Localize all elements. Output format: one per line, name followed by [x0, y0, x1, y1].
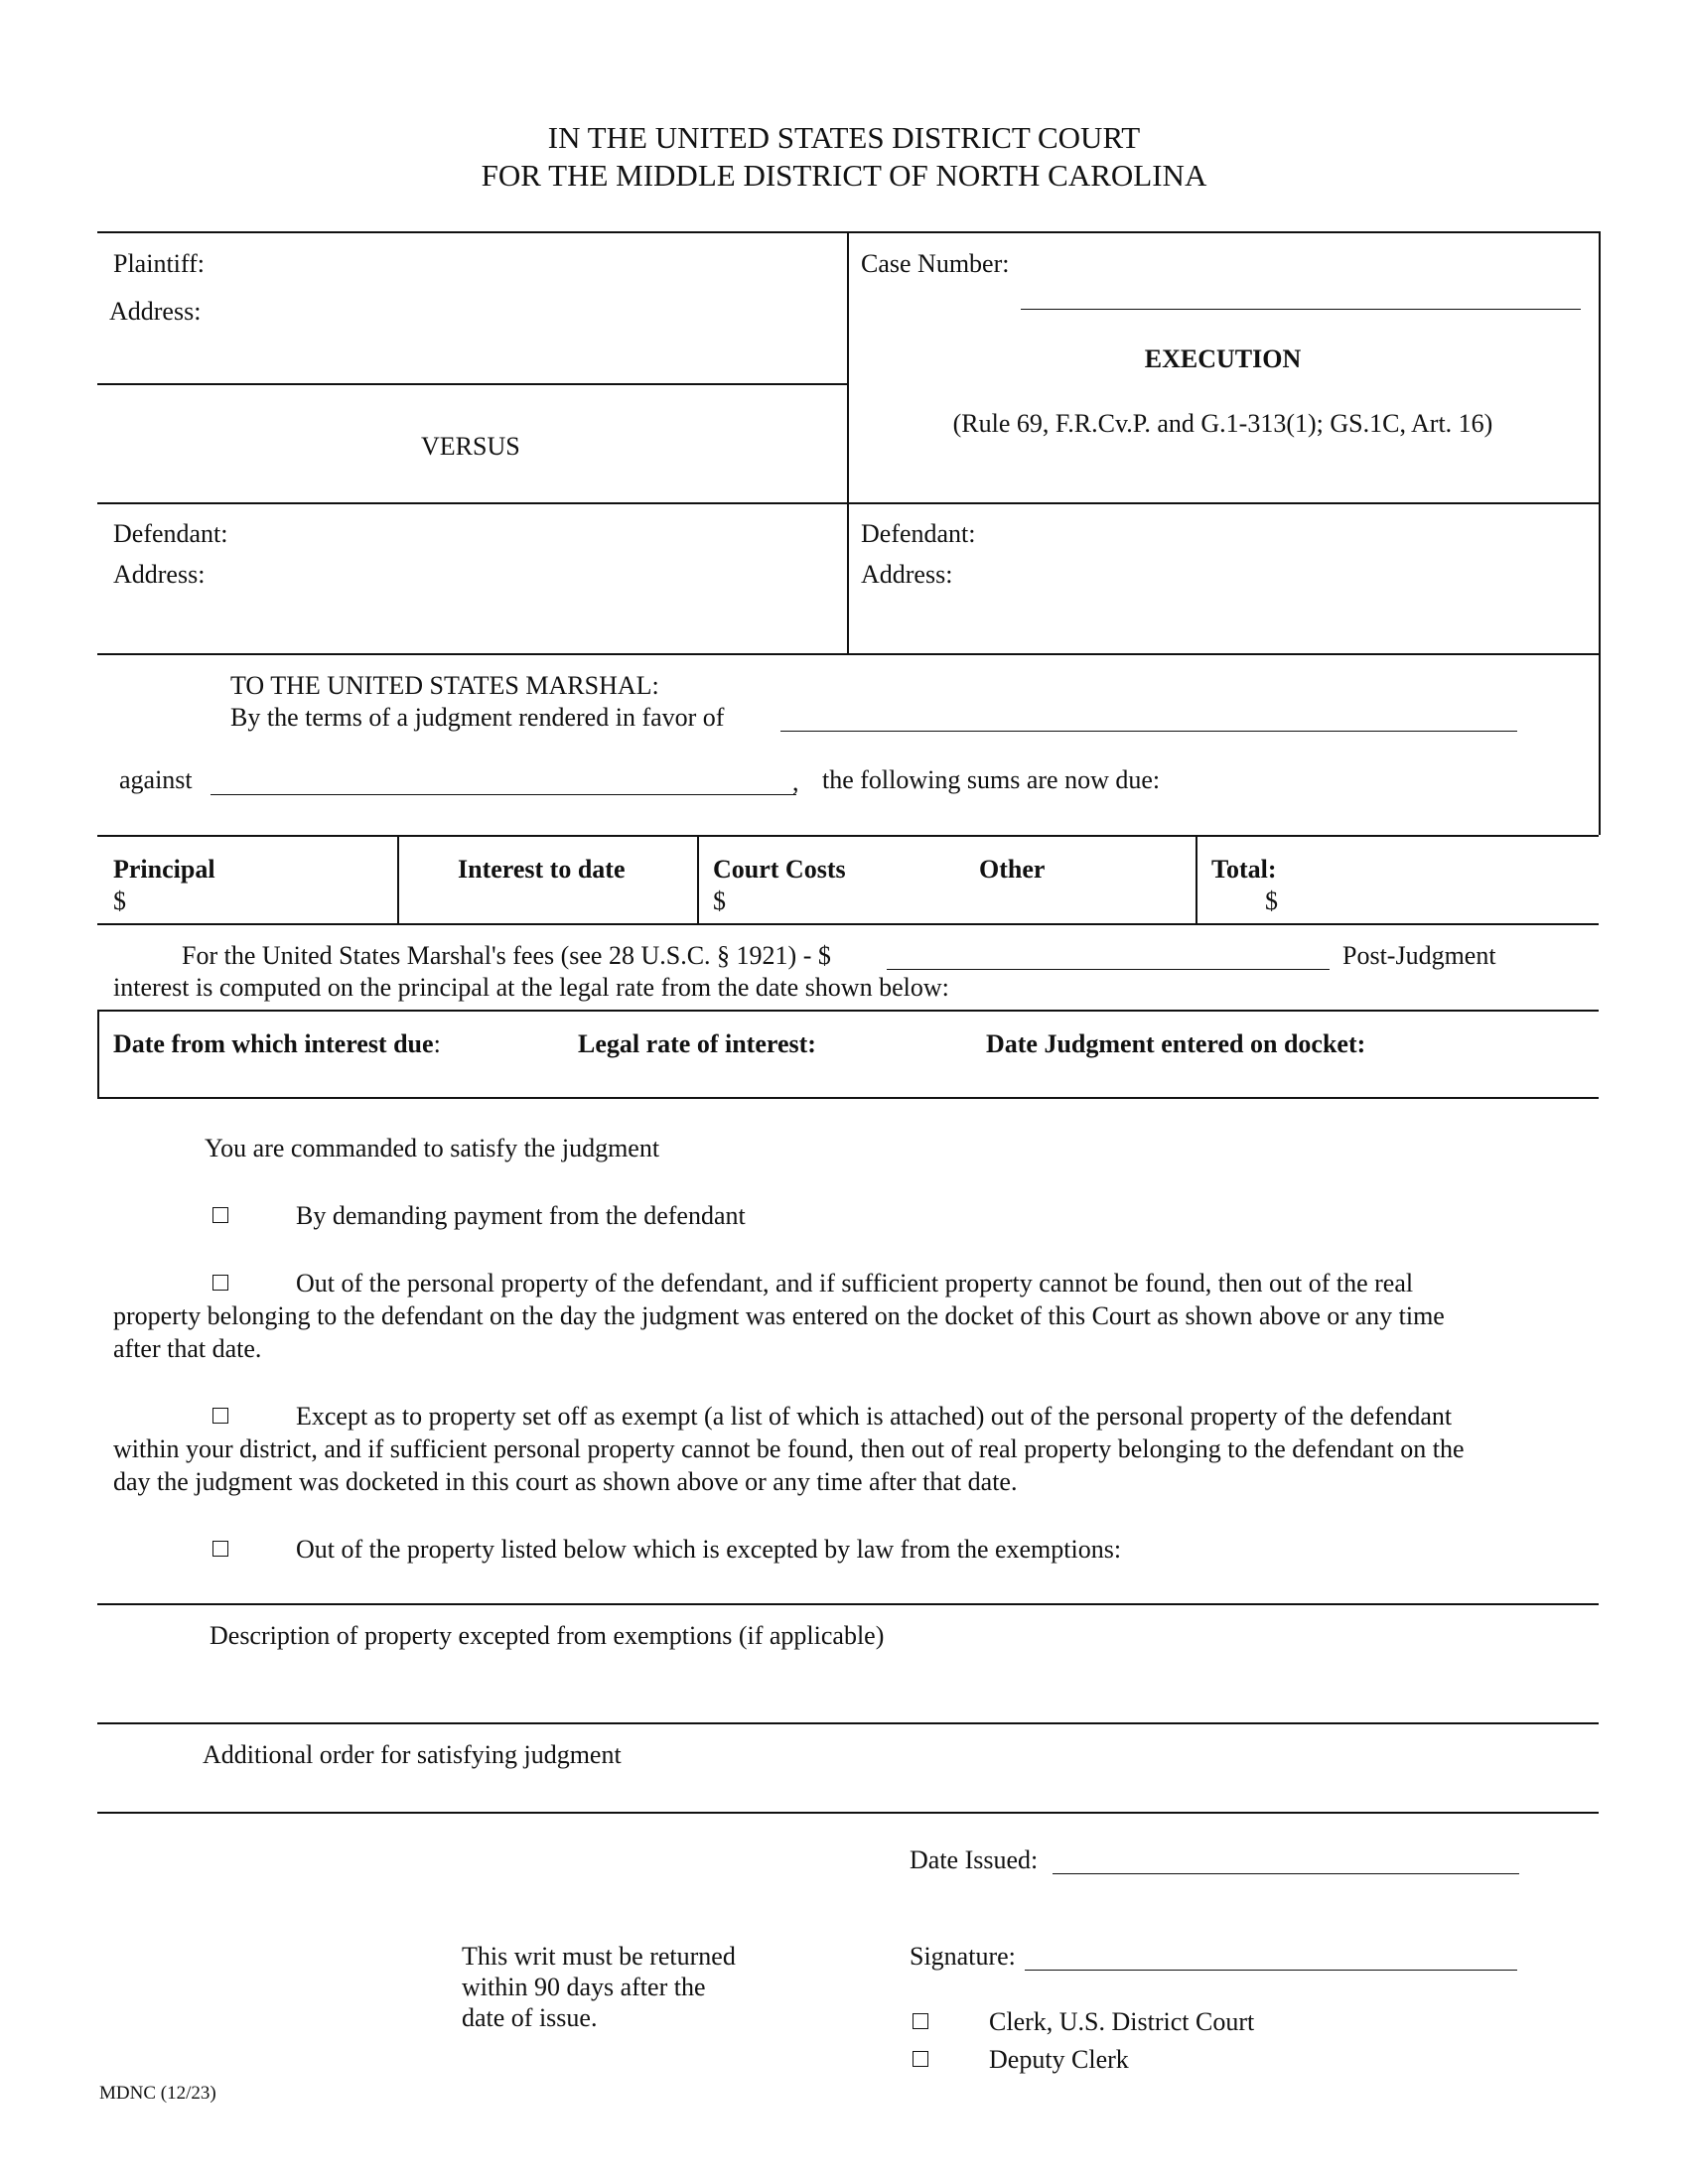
form-code: MDNC (12/23) [99, 2083, 216, 2104]
option2-checkbox[interactable] [212, 1275, 228, 1296]
against-label: against [119, 765, 193, 794]
additional-bottom-border [97, 1812, 1599, 1814]
defendant2-address-label: Address: [861, 560, 953, 589]
option2-line3: after that date. [113, 1334, 262, 1363]
principal-label: Principal [113, 855, 215, 884]
description-label: Description of property excepted from exemptions (if applicable) [210, 1621, 885, 1650]
judgment-in-favor-field[interactable] [780, 731, 1517, 732]
clerk-checkbox[interactable] [913, 2013, 928, 2034]
deputy-clerk-checkbox[interactable] [913, 2051, 928, 2072]
caption-right-border [1599, 231, 1601, 835]
date-from-interest-label: Date from which interest due: [113, 1029, 441, 1058]
marshal-bottom-border [97, 835, 1599, 837]
court-costs-currency: $ [713, 887, 726, 915]
date-issued-label: Date Issued: [910, 1845, 1039, 1874]
defendant1-label: Defendant: [113, 519, 228, 548]
total-currency: $ [1265, 887, 1278, 915]
date-judgment-entered-label: Date Judgment entered on docket: [986, 1029, 1366, 1058]
option2-line1: Out of the personal property of the defendant, and if sufficient property cannot be found, then out of the real [296, 1269, 1414, 1297]
option4-checkbox[interactable] [212, 1541, 228, 1562]
principal-currency: $ [113, 887, 126, 915]
defendant2-label: Defendant: [861, 519, 976, 548]
option1-text: By demanding payment from the defendant [296, 1201, 746, 1230]
additional-order-label: Additional order for satisfying judgment [203, 1740, 622, 1769]
plaintiff-address-label: Address: [109, 297, 202, 326]
option3-line2: within your district, and if sufficient personal property cannot be found, then out of real property belonging to the defendant on the [113, 1434, 1465, 1463]
legal-rate-label: Legal rate of interest: [578, 1029, 816, 1058]
other-label: Other [979, 855, 1046, 884]
case-number-label: Case Number: [861, 249, 1010, 278]
sums-divider-1 [397, 835, 399, 923]
case-number-field[interactable] [1021, 309, 1581, 310]
plaintiff-bottom-border [97, 383, 847, 385]
option3-line1: Except as to property set off as exempt (a list of which is attached) out of the personal property of the defendant [296, 1402, 1453, 1431]
marshal-fees-field[interactable] [887, 969, 1330, 970]
interest-computed-text: interest is computed on the principal at the legal rate from the date shown below: [113, 973, 949, 1002]
writ-return-line2: within 90 days after the [462, 1973, 706, 2001]
deputy-clerk-label: Deputy Clerk [989, 2045, 1129, 2074]
caption-divider [847, 231, 849, 653]
versus-bottom-border [97, 502, 1599, 504]
court-heading-line1: IN THE UNITED STATES DISTRICT COURT [547, 120, 1141, 155]
against-comma: , [792, 767, 799, 796]
option3-line3: day the judgment was docketed in this court as shown above or any time after that date. [113, 1467, 1018, 1496]
description-top-border [97, 1603, 1599, 1605]
date-issued-field[interactable] [1053, 1873, 1519, 1874]
additional-top-border [97, 1722, 1599, 1724]
command-intro: You are commanded to satisfy the judgment [205, 1134, 660, 1162]
post-judgment-text: Post-Judgment [1342, 941, 1496, 970]
court-heading-line2: FOR THE MIDDLE DISTRICT OF NORTH CAROLINA [481, 158, 1207, 193]
sums-due-text: the following sums are now due: [822, 765, 1161, 794]
defendant-bottom-border [97, 653, 1599, 655]
option2-line2: property belonging to the defendant on the day the judgment was entered on the docket of this Court as shown above or any time [113, 1301, 1445, 1330]
rule-citation: (Rule 69, F.R.Cv.P. and G.1-313(1); GS.1C, Art. 16) [952, 409, 1493, 438]
interest-to-date-label: Interest to date [458, 855, 626, 884]
clerk-label: Clerk, U.S. District Court [989, 2007, 1255, 2036]
signature-label: Signature: [910, 1942, 1016, 1971]
versus-label: VERSUS [421, 432, 520, 461]
defendant1-address-label: Address: [113, 560, 206, 589]
to-marshal-line: TO THE UNITED STATES MARSHAL: [230, 671, 659, 700]
option1-checkbox[interactable] [212, 1207, 228, 1228]
sums-divider-3 [1196, 835, 1197, 923]
execution-title: EXECUTION [1144, 344, 1302, 373]
against-field[interactable] [211, 794, 796, 795]
total-label: Total: [1211, 855, 1277, 884]
sums-divider-2 [697, 835, 699, 923]
plaintiff-label: Plaintiff: [113, 249, 205, 278]
writ-return-line1: This writ must be returned [462, 1942, 736, 1971]
signature-field[interactable] [1025, 1970, 1517, 1971]
writ-return-line3: date of issue. [462, 2003, 598, 2032]
option3-checkbox[interactable] [212, 1408, 228, 1429]
option4-text: Out of the property listed below which is excepted by law from the exemptions: [296, 1535, 1122, 1564]
judgment-terms-line: By the terms of a judgment rendered in favor of [230, 703, 725, 732]
marshal-fees-text: For the United States Marshal's fees (see 28 U.S.C. § 1921) - $ [182, 941, 831, 970]
sums-bottom-border [97, 923, 1599, 925]
court-costs-label: Court Costs [713, 855, 846, 884]
